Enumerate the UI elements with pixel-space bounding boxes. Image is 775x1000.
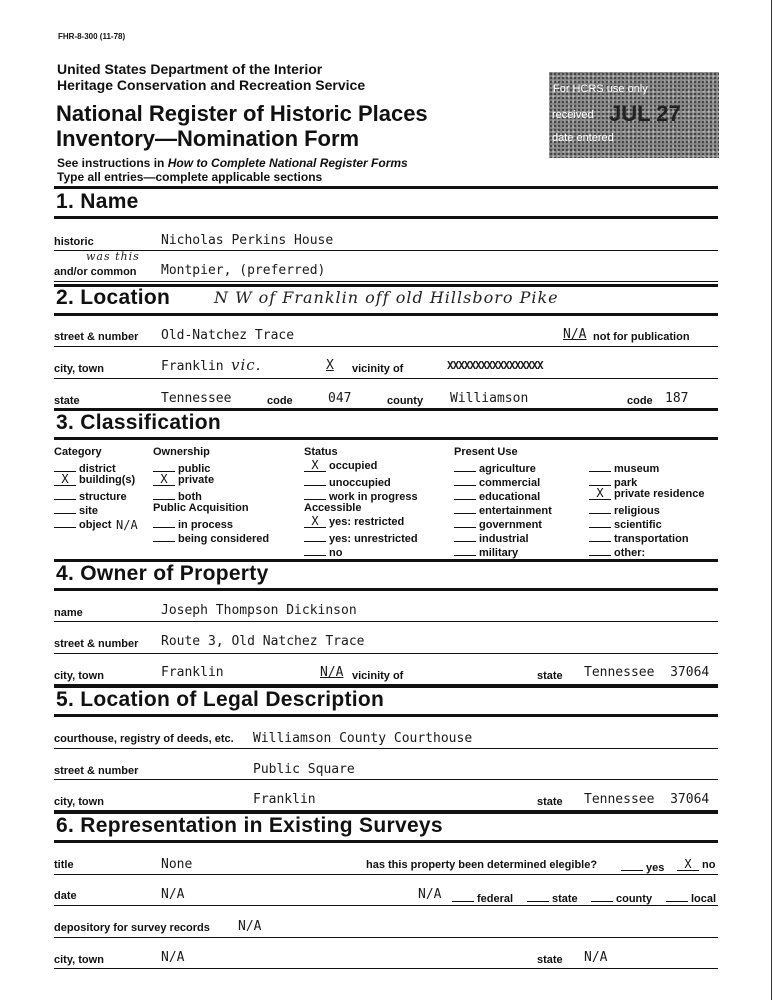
- owner-street-label: street & number: [54, 638, 139, 650]
- owner-name-label: name: [54, 607, 83, 619]
- section-4-header: 4. Owner of Property: [56, 562, 269, 585]
- checkbox[interactable]: X: [677, 859, 699, 871]
- instructions-prefix: See instructions in: [57, 156, 168, 170]
- checkbox[interactable]: X: [304, 460, 326, 472]
- present-use-option[interactable]: [454, 488, 540, 503]
- option-label: yes: [646, 862, 665, 874]
- legal-street-value[interactable]: Public Square: [253, 762, 355, 777]
- checkbox[interactable]: [621, 859, 643, 871]
- option-label: museum: [614, 463, 660, 475]
- agency-line-1: United States Department of the Interior: [57, 61, 323, 77]
- nfp-label: not for publication: [593, 331, 690, 343]
- checkbox[interactable]: [589, 530, 611, 542]
- present-use-option[interactable]: [454, 516, 542, 531]
- county-value[interactable]: Williamson: [450, 391, 529, 406]
- survey-city-label: city, town: [54, 954, 104, 966]
- city-label: city, town: [54, 363, 104, 375]
- option-label: private residence: [614, 488, 705, 500]
- checkbox[interactable]: [589, 502, 611, 514]
- depository-value[interactable]: N/A: [238, 919, 262, 934]
- instructions-line-1: [57, 156, 408, 170]
- option-label: object: [79, 519, 112, 531]
- city-handwritten: vic.: [231, 356, 262, 374]
- option-label: unoccupied: [329, 477, 391, 489]
- present-use-option[interactable]: [589, 544, 645, 559]
- option-label: park: [614, 477, 638, 489]
- form-title-line-1: National Register of Historic Places: [56, 101, 428, 126]
- option-label: building(s): [79, 474, 136, 486]
- checkbox[interactable]: [54, 460, 76, 472]
- checkbox[interactable]: [54, 488, 76, 500]
- vicinity-mark[interactable]: X: [326, 358, 334, 373]
- checkbox[interactable]: X: [54, 474, 76, 486]
- stamp-received: received: [552, 109, 594, 121]
- checkbox[interactable]: [54, 502, 76, 514]
- checkbox[interactable]: [304, 474, 326, 486]
- historic-value[interactable]: Nicholas Perkins House: [161, 233, 334, 248]
- checkbox[interactable]: [153, 530, 175, 542]
- option-label: site: [79, 505, 98, 517]
- survey-state-label: state: [537, 954, 563, 966]
- eligible-yes-option[interactable]: [621, 859, 664, 874]
- checkbox[interactable]: [454, 530, 476, 542]
- section-2-header: 2. Location: [56, 286, 171, 309]
- instructions-line-2: Type all entries—complete applicable sections: [57, 170, 323, 184]
- courthouse-label: courthouse, registry of deeds, etc.: [54, 733, 234, 745]
- stamp-received-value: JUL 27: [609, 101, 681, 126]
- divider: [54, 779, 718, 780]
- survey-title-value[interactable]: None: [161, 857, 193, 872]
- status-option[interactable]: [304, 474, 391, 489]
- option-label: yes: unrestricted: [329, 533, 418, 545]
- option-label: structure: [79, 491, 127, 503]
- present-use-option[interactable]: [589, 460, 659, 475]
- divider: [54, 937, 718, 938]
- status-heading: Status: [304, 446, 338, 458]
- survey-state-value[interactable]: N/A: [584, 950, 608, 965]
- survey-title-label: title: [54, 859, 74, 871]
- handwritten-note: was this: [86, 250, 140, 263]
- checkbox[interactable]: [666, 890, 688, 902]
- eligible-no-option[interactable]: [677, 859, 715, 871]
- ownership-option[interactable]: [153, 488, 202, 503]
- accessible-option[interactable]: [304, 544, 342, 559]
- option-label: agriculture: [479, 463, 536, 475]
- present-use-heading: Present Use: [454, 446, 518, 458]
- common-name-label: and/or common: [54, 266, 137, 278]
- category-option[interactable]: [54, 502, 98, 517]
- option-label: no: [702, 859, 716, 871]
- code-label: code: [267, 395, 293, 407]
- category-na: N/A: [116, 518, 138, 532]
- divider: [54, 748, 718, 749]
- level-option[interactable]: [452, 890, 513, 905]
- present-use-option[interactable]: [454, 474, 540, 489]
- state-value[interactable]: Tennessee: [161, 391, 232, 406]
- checkbox[interactable]: [54, 516, 76, 528]
- survey-city-value[interactable]: N/A: [161, 950, 185, 965]
- divider: [54, 378, 718, 379]
- option-label: local: [691, 893, 717, 905]
- divider: [54, 216, 718, 219]
- option-label: district: [79, 463, 116, 475]
- divider: [54, 621, 718, 622]
- legal-state-value[interactable]: Tennessee 37064: [584, 792, 710, 807]
- checkbox[interactable]: [589, 474, 611, 486]
- street-value[interactable]: Old-Natchez Trace: [161, 328, 295, 343]
- option-label: work in progress: [329, 491, 418, 503]
- checkbox[interactable]: [454, 544, 476, 556]
- ownership-heading: Ownership: [153, 446, 210, 458]
- owner-vicinity-label: vicinity of: [352, 670, 404, 682]
- checkbox[interactable]: [454, 516, 476, 528]
- divider: [54, 968, 718, 969]
- acquisition-option[interactable]: [153, 516, 233, 531]
- divider: [54, 186, 718, 189]
- checkbox[interactable]: [454, 474, 476, 486]
- checkbox[interactable]: [589, 516, 611, 528]
- section-3-header: 3. Classification: [56, 411, 221, 434]
- owner-state-value[interactable]: Tennessee 37064: [584, 665, 710, 680]
- divider: [54, 874, 718, 875]
- acquisition-heading: Public Acquisition: [153, 502, 249, 514]
- location-handwritten: N W of Franklin off old Hillsboro Pike: [214, 288, 559, 307]
- section-6-header: 6. Representation in Existing Surveys: [56, 814, 443, 837]
- option-label: federal: [477, 893, 514, 905]
- courthouse-value[interactable]: Williamson County Courthouse: [253, 731, 473, 746]
- accessible-option[interactable]: [304, 516, 404, 528]
- instructions-title: How to Complete National Register Forms: [167, 156, 408, 170]
- option-label: industrial: [479, 533, 529, 545]
- acquisition-option[interactable]: [153, 530, 269, 545]
- divider: [54, 313, 718, 316]
- section-5-header: 5. Location of Legal Description: [56, 688, 385, 711]
- survey-level-value[interactable]: N/A: [418, 887, 442, 902]
- stamp-date-entered: date entered: [552, 132, 614, 144]
- section-1-header: 1. Name: [56, 190, 139, 213]
- county-label: county: [387, 395, 424, 407]
- common-name-value[interactable]: Montpier, (preferred): [161, 263, 326, 278]
- option-label: scientific: [614, 519, 662, 531]
- option-label: no: [329, 547, 343, 559]
- checkbox[interactable]: [304, 544, 326, 556]
- nfp-value[interactable]: N/A: [563, 327, 587, 342]
- checkbox[interactable]: X: [153, 474, 175, 486]
- checkbox[interactable]: X: [304, 516, 326, 528]
- checkbox[interactable]: [452, 890, 474, 902]
- present-use-option[interactable]: [589, 516, 662, 531]
- option-label: entertainment: [479, 505, 552, 517]
- option-label: private: [178, 474, 215, 486]
- legal-state-label: state: [537, 796, 563, 808]
- level-option[interactable]: [527, 890, 578, 905]
- city-value[interactable]: Franklin: [161, 359, 224, 374]
- scan-edge: [771, 0, 772, 1000]
- checkbox[interactable]: [591, 890, 613, 902]
- owner-vicinity-value[interactable]: N/A: [320, 665, 344, 680]
- option-label: transportation: [614, 533, 689, 545]
- present-use-option[interactable]: [454, 530, 529, 545]
- owner-street-value[interactable]: Route 3, Old Natchez Trace: [161, 634, 365, 649]
- option-label: both: [178, 491, 202, 503]
- divider: [54, 281, 718, 282]
- owner-state-label: state: [537, 670, 563, 682]
- legal-street-label: street & number: [54, 765, 139, 777]
- category-option[interactable]: [54, 488, 127, 503]
- checkbox[interactable]: [153, 488, 175, 500]
- legal-city-value[interactable]: Franklin: [253, 792, 316, 807]
- checkbox[interactable]: [304, 488, 326, 500]
- checkbox[interactable]: [454, 460, 476, 472]
- owner-name-value[interactable]: Joseph Thompson Dickinson: [161, 603, 357, 618]
- option-label: government: [479, 519, 542, 531]
- checkbox[interactable]: [454, 488, 476, 500]
- vicinity-label: vicinity of: [352, 363, 404, 375]
- checkbox[interactable]: X: [589, 488, 611, 500]
- category-heading: Category: [54, 446, 102, 458]
- accessible-heading: Accessible: [304, 502, 362, 514]
- survey-date-label: date: [54, 890, 77, 902]
- depository-label: depository for survey records: [54, 922, 210, 934]
- option-label: religious: [614, 505, 660, 517]
- legal-city-label: city, town: [54, 796, 104, 808]
- checkbox[interactable]: [153, 516, 175, 528]
- option-label: educational: [479, 491, 541, 503]
- form-id: FHR-8-300 (11-78): [58, 32, 126, 41]
- agency-line-2: Heritage Conservation and Recreation Service: [57, 77, 366, 93]
- option-label: being considered: [178, 533, 270, 545]
- county-code-value[interactable]: 187: [665, 391, 689, 406]
- option-label: occupied: [329, 460, 378, 472]
- stamp-for-use: For HCRS use only: [553, 83, 648, 95]
- category-option[interactable]: [54, 516, 111, 531]
- checkbox[interactable]: [454, 502, 476, 514]
- county-code-label: code: [627, 395, 653, 407]
- category-option[interactable]: [54, 474, 135, 486]
- code-value[interactable]: 047: [328, 391, 352, 406]
- divider: [54, 346, 718, 347]
- ownership-option[interactable]: [153, 474, 214, 486]
- option-label: state: [552, 893, 578, 905]
- status-option[interactable]: [304, 460, 377, 472]
- hcrs-use-stamp: [549, 72, 719, 158]
- checkbox[interactable]: [589, 460, 611, 472]
- level-option[interactable]: [666, 890, 716, 905]
- divider: [54, 250, 718, 251]
- present-use-option[interactable]: [454, 544, 518, 559]
- present-use-option[interactable]: [589, 502, 660, 517]
- present-use-option[interactable]: [589, 488, 705, 500]
- divider: [54, 840, 718, 843]
- present-use-option[interactable]: [589, 530, 689, 545]
- divider: [54, 437, 718, 440]
- divider: [54, 653, 718, 654]
- checkbox[interactable]: [589, 544, 611, 556]
- checkbox[interactable]: [153, 460, 175, 472]
- option-label: military: [479, 547, 519, 559]
- owner-city-value[interactable]: Franklin: [161, 665, 224, 680]
- checkbox[interactable]: [304, 530, 326, 542]
- form-title-line-2: Inventory—Nomination Form: [56, 126, 360, 151]
- divider: [54, 588, 718, 591]
- survey-date-value[interactable]: N/A: [161, 887, 185, 902]
- street-label: street & number: [54, 331, 139, 343]
- option-label: public: [178, 463, 211, 475]
- accessible-option[interactable]: [304, 530, 418, 545]
- checkbox[interactable]: [527, 890, 549, 902]
- present-use-option[interactable]: [454, 502, 552, 517]
- option-label: in process: [178, 519, 234, 531]
- historic-label: historic: [54, 236, 94, 248]
- option-label: other:: [614, 547, 646, 559]
- struck-out-text: XXXXXXXXXXXXXXXXX: [447, 359, 543, 372]
- state-label: state: [54, 395, 80, 407]
- option-label: yes: restricted: [329, 516, 405, 528]
- divider: [54, 905, 718, 906]
- option-label: commercial: [479, 477, 541, 489]
- status-option[interactable]: [304, 488, 418, 503]
- level-option[interactable]: [591, 890, 652, 905]
- present-use-option[interactable]: [454, 460, 536, 475]
- divider: [54, 714, 718, 717]
- option-label: county: [616, 893, 653, 905]
- eligible-question: has this property been determined elegible?: [366, 859, 598, 871]
- owner-city-label: city, town: [54, 670, 104, 682]
